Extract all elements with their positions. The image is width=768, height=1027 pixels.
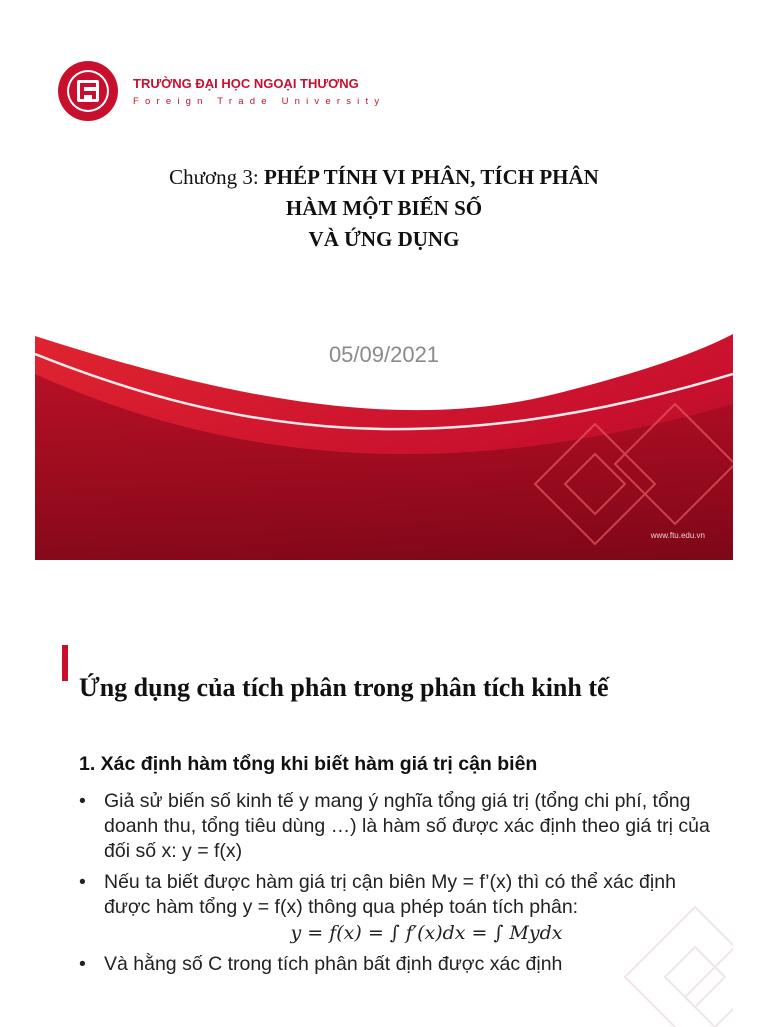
presentation-date: 05/09/2021 [328, 342, 440, 367]
bullet-icon: • [79, 953, 86, 975]
university-logo [57, 60, 417, 120]
university-subtitle: Foreign Trade University [133, 96, 386, 107]
bullet-icon: • [79, 871, 86, 893]
title-slide [35, 34, 733, 560]
content-slide [35, 627, 733, 1027]
university-name: TRƯỜNG ĐẠI HỌC NGOẠI THƯƠNG [133, 76, 359, 91]
integral-formula: y = f(x) = ∫ f′(x)dx = ∫ Mydx [290, 922, 563, 944]
slide-title: Ứng dụng của tích phân trong phân tích kinh tế [79, 673, 609, 702]
bullet-text: Và hằng số C trong tích phân bất định được xác định [104, 953, 563, 975]
chapter-title-line3: VÀ ỨNG DỤNG [308, 227, 460, 251]
list-item [79, 952, 719, 977]
list-item [79, 870, 719, 946]
chapter-title-line2: HÀM MỘT BIẾN SỐ [285, 196, 483, 220]
bullet-list [79, 789, 719, 983]
chapter-title-line1: PHÉP TÍNH VI PHÂN, TÍCH PHÂN [263, 165, 599, 189]
chapter-prefix: Chương 3: [169, 165, 259, 189]
section-heading: 1. Xác định hàm tổng khi biết hàm giá trị cận biên [79, 753, 538, 775]
website-url: www.ftu.edu.vn [650, 531, 705, 540]
chapter-title [35, 162, 733, 255]
bullet-text: Nếu ta biết được hàm giá trị cận biên My = f’(x) thì có thể xác định được hàm tổng y = f(x) thông qua phép toán tích phân: [104, 871, 676, 918]
bullet-text: Giả sử biến số kinh tế y mang ý nghĩa tổng giá trị (tổng chi phí, tổng doanh thu, tổng tiêu dùng …) là hàm số được xác định theo giá trị của đối số x: y = f(x) [104, 790, 710, 862]
title-accent-bar [62, 645, 68, 681]
university-seal-icon [57, 60, 119, 122]
list-item [79, 789, 719, 864]
bullet-icon: • [79, 790, 86, 812]
